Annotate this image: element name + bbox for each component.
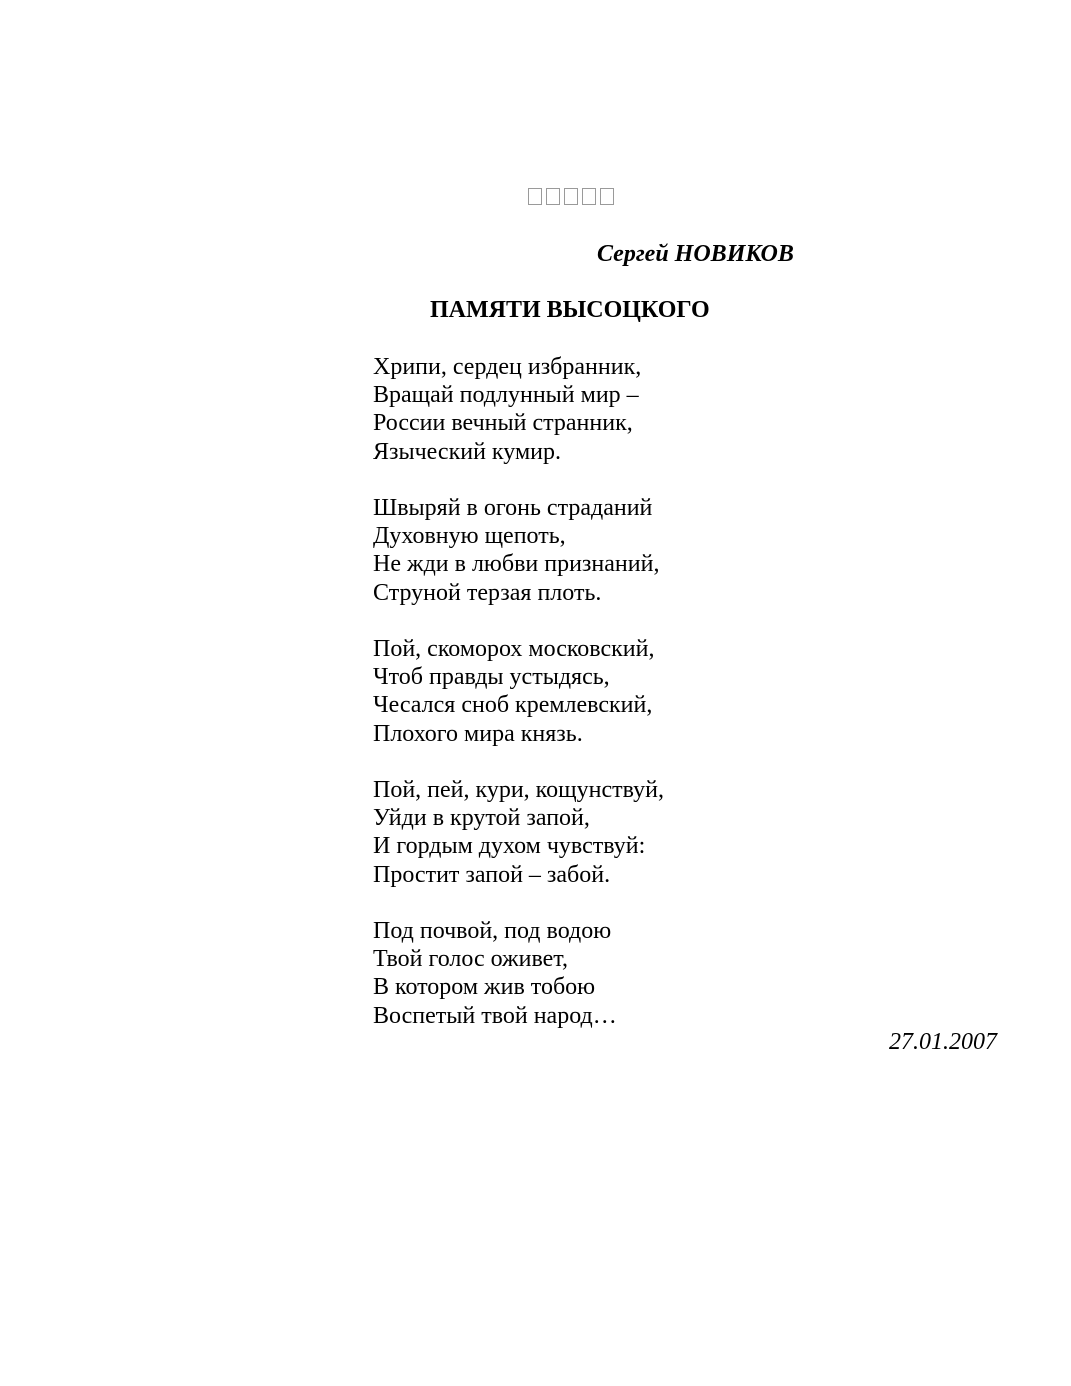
author-name: Сергей НОВИКОВ (597, 241, 794, 267)
poem-line: России вечный странник, (373, 410, 633, 437)
stanza (373, 917, 664, 1030)
poem-title: ПАМЯТИ ВЫСОЦКОГО (430, 297, 710, 323)
poem-line: Духовную щепоть, (373, 523, 566, 550)
missing-glyph-icon (582, 188, 596, 205)
unrendered-glyph-boxes (528, 188, 614, 205)
poem-line: Языческий кумир. (373, 438, 561, 465)
poem-line: Уйди в крутой запой, (373, 805, 590, 832)
poem-line: Чесался сноб кремлевский, (373, 692, 653, 719)
poem-line: Пой, скоморох московский, (373, 636, 655, 662)
poem-body (373, 353, 664, 1030)
missing-glyph-icon (528, 188, 542, 205)
poem-line: Твой голос оживет, (373, 946, 568, 973)
missing-glyph-icon (546, 188, 560, 205)
poem-line: В котором жив тобою (373, 974, 596, 1001)
missing-glyph-icon (600, 188, 614, 205)
poem-line: Воспетый твой народ… (373, 1002, 617, 1029)
poem-line: Под почвой, под водою (373, 918, 612, 944)
poem-line: Не жди в любви признаний, (373, 551, 660, 578)
stanza (373, 635, 664, 748)
poem-line: Хрипи, сердец избранник, (373, 354, 642, 380)
poem-line: Струной терзая плоть. (373, 579, 602, 606)
stanza (373, 494, 664, 607)
poem-line: Плохого мира князь. (373, 720, 583, 747)
poem-line: Вращай подлунный мир – (373, 382, 639, 409)
poem-date: 27.01.2007 (889, 1029, 997, 1055)
poem-line: Пой, пей, кури, кощунствуй, (373, 777, 664, 803)
poem-line: И гордым духом чувствуй: (373, 833, 646, 860)
stanza (373, 353, 664, 466)
missing-glyph-icon (564, 188, 578, 205)
stanza (373, 776, 664, 889)
poem-line: Простит запой – забой. (373, 861, 611, 888)
poem-line: Чтоб правды устыдясь, (373, 664, 610, 691)
poem-line: Швыряй в огонь страданий (373, 495, 653, 521)
